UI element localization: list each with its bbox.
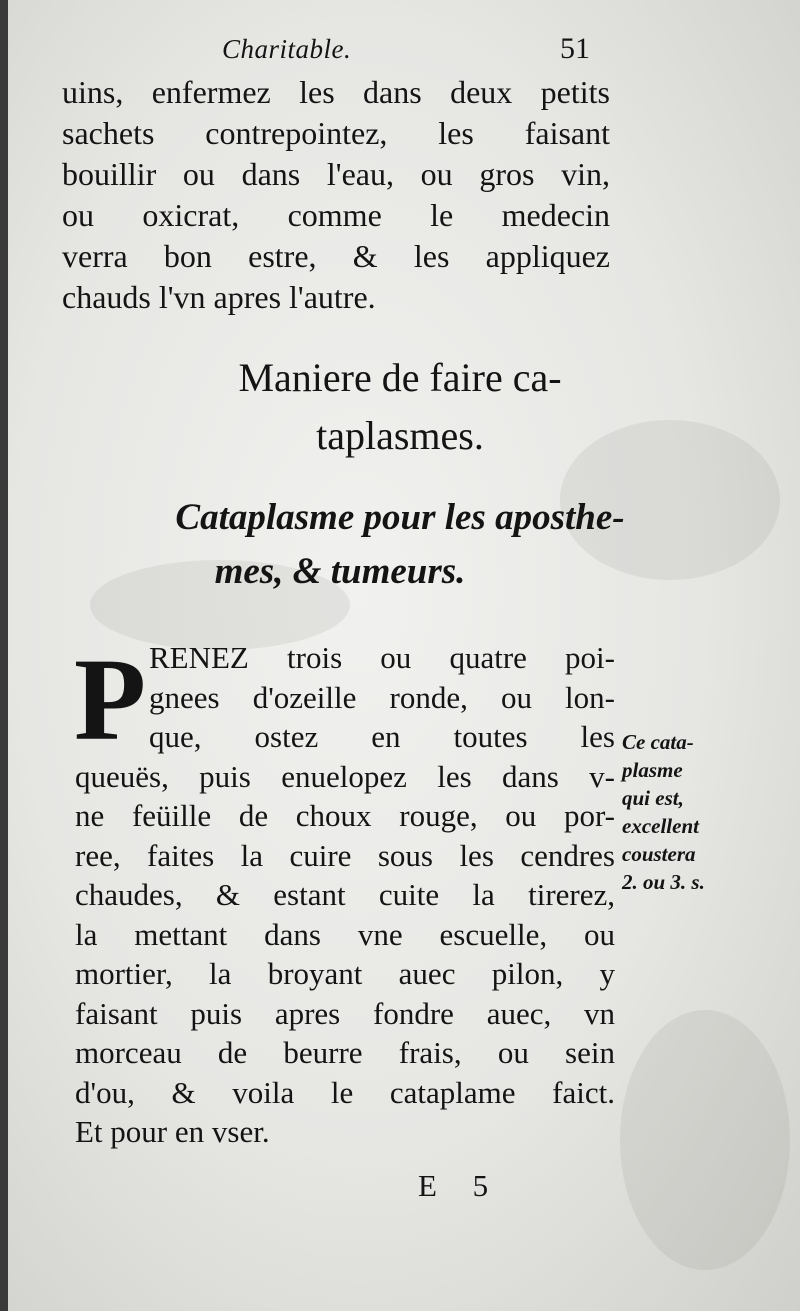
text-line: mortier, la broyant auec pilon, y — [75, 956, 615, 991]
text-line: bouillir ou dans l'eau, ou gros vin, — [62, 156, 610, 192]
marginal-note-line: plasme — [622, 758, 683, 782]
text-line: ou oxicrat, comme le medecin — [62, 197, 610, 233]
running-head — [0, 28, 800, 68]
text-line: RENEZ trois ou quatre poi- — [149, 640, 615, 675]
text-line: la mettant dans vne escuelle, ou — [75, 916, 615, 952]
text-line: Et pour en vser. — [75, 1114, 270, 1149]
text-line: que, ostez en toutes les — [149, 719, 615, 754]
section-heading-line: taplasmes. — [316, 413, 484, 458]
paper-stain — [620, 1010, 790, 1270]
text-line: chaudes, & estant cuite la tirerez, — [75, 877, 615, 912]
marginal-note-line: coustera — [622, 842, 696, 866]
marginal-note-line: 2. ou 3. s. — [622, 870, 705, 894]
text-line: gnees d'ozeille ronde, ou lon- — [149, 679, 615, 715]
top-paragraph — [62, 72, 610, 318]
text-line: morceau de beurre frais, ou sein — [75, 1035, 615, 1070]
marginal-note-line: qui est, — [622, 786, 684, 810]
sub-heading-line: mes, & tumeurs. — [214, 551, 466, 592]
section-heading-line: Maniere de faire ca- — [238, 355, 562, 400]
running-head-title: Charitable. — [222, 34, 352, 64]
drop-cap: P — [74, 634, 147, 765]
signature-mark: E 5 — [418, 1168, 503, 1203]
text-line: verra bon estre, & les appliquez — [62, 238, 610, 274]
text-line: d'ou, & voila le cataplame faict. — [75, 1074, 615, 1110]
page-edge — [0, 0, 8, 1311]
text-line: faisant puis apres fondre auec, vn — [75, 995, 615, 1031]
page-number: 51 — [560, 32, 590, 65]
text-line: queuës, puis enuelopez les dans v- — [75, 758, 615, 794]
text-line: ree, faites la cuire sous les cendres — [75, 837, 615, 873]
body-paragraph — [74, 634, 615, 1152]
marginal-note-line: excellent — [622, 814, 699, 838]
text-line: uins, enfermez les dans deux petits — [62, 74, 610, 110]
text-line: ne feüille de choux rouge, ou por- — [75, 798, 615, 833]
text-line: chauds l'vn apres l'autre. — [62, 279, 376, 315]
sub-heading-line: Cataplasme pour les aposthe- — [175, 497, 625, 538]
text-line: sachets contrepointez, les faisant — [62, 115, 610, 151]
marginal-note — [622, 728, 792, 896]
marginal-note-line: Ce cata- — [622, 730, 694, 754]
